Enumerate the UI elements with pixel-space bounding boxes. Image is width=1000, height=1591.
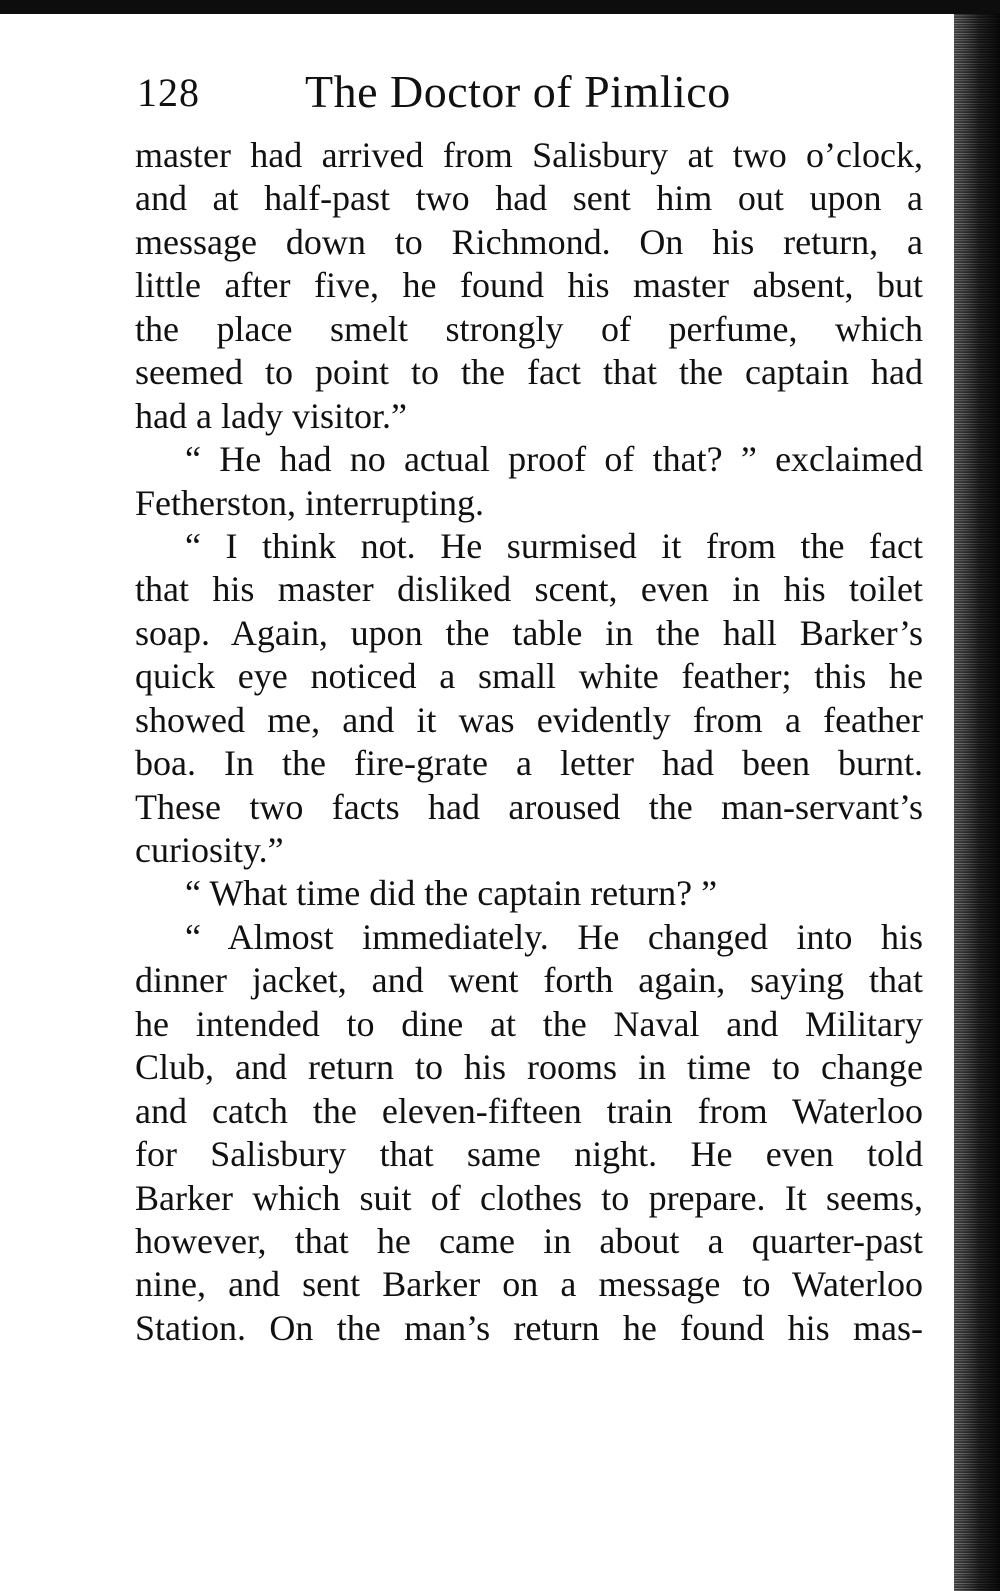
text-line: Fetherston, interrupting. xyxy=(135,482,484,523)
text-line: and at half-past two had sent him out upon a xyxy=(135,178,923,219)
text-line: soap. Again, upon the table in the hall Barker’s xyxy=(135,612,923,653)
text-line: however, that he came in about a quarter-past xyxy=(135,1220,923,1261)
text-line: “ Almost immediately. He changed into his xyxy=(185,916,923,957)
body-text xyxy=(135,134,923,1350)
running-title: The Doctor of Pimlico xyxy=(305,66,731,117)
text-line: Barker which suit of clothes to prepare. It seems, xyxy=(135,1177,923,1218)
text-line: had a lady visitor.” xyxy=(135,395,407,436)
text-line: boa. In the fire-grate a letter had been burnt. xyxy=(135,743,923,784)
text-line: he intended to dine at the Naval and Military xyxy=(135,1003,923,1044)
text-line: seemed to point to the fact that the captain had xyxy=(135,352,923,393)
page-header xyxy=(125,64,925,124)
text-line: master had arrived from Salisbury at two o’clock, xyxy=(135,135,923,175)
text-line: little after five, he found his master absent, but xyxy=(135,265,923,306)
text-line: “ I think not. He surmised it from the fact xyxy=(185,525,923,566)
book-spine-edge xyxy=(954,14,1000,1591)
text-line: dinner jacket, and went forth again, saying that xyxy=(135,960,923,1001)
text-line: nine, and sent Barker on a message to Waterloo xyxy=(135,1264,923,1305)
text-line: message down to Richmond. On his return, a xyxy=(135,221,923,262)
text-line: “ What time did the captain return? ” xyxy=(185,873,718,914)
text-line: curiosity.” xyxy=(135,830,284,870)
page-number: 128 xyxy=(137,70,200,115)
text-line: showed me, and it was evidently from a feather xyxy=(135,699,923,740)
text-line: for Salisbury that same night. He even told xyxy=(135,1134,923,1175)
text-line: quick eye noticed a small white feather; this he xyxy=(135,656,923,697)
text-line: that his master disliked scent, even in his toilet xyxy=(135,569,923,610)
text-line: Club, and return to his rooms in time to change xyxy=(135,1047,923,1088)
text-line: the place smelt strongly of perfume, which xyxy=(135,308,923,349)
scan-top-border xyxy=(0,0,1000,14)
text-line: Station. On the man’s return he found his mas- xyxy=(135,1307,923,1348)
text-line: and catch the eleven-fifteen train from Waterloo xyxy=(135,1090,923,1131)
text-line: “ He had no actual proof of that? ” exclaimed xyxy=(185,439,923,480)
text-line: These two facts had aroused the man-servant’s xyxy=(135,786,923,827)
